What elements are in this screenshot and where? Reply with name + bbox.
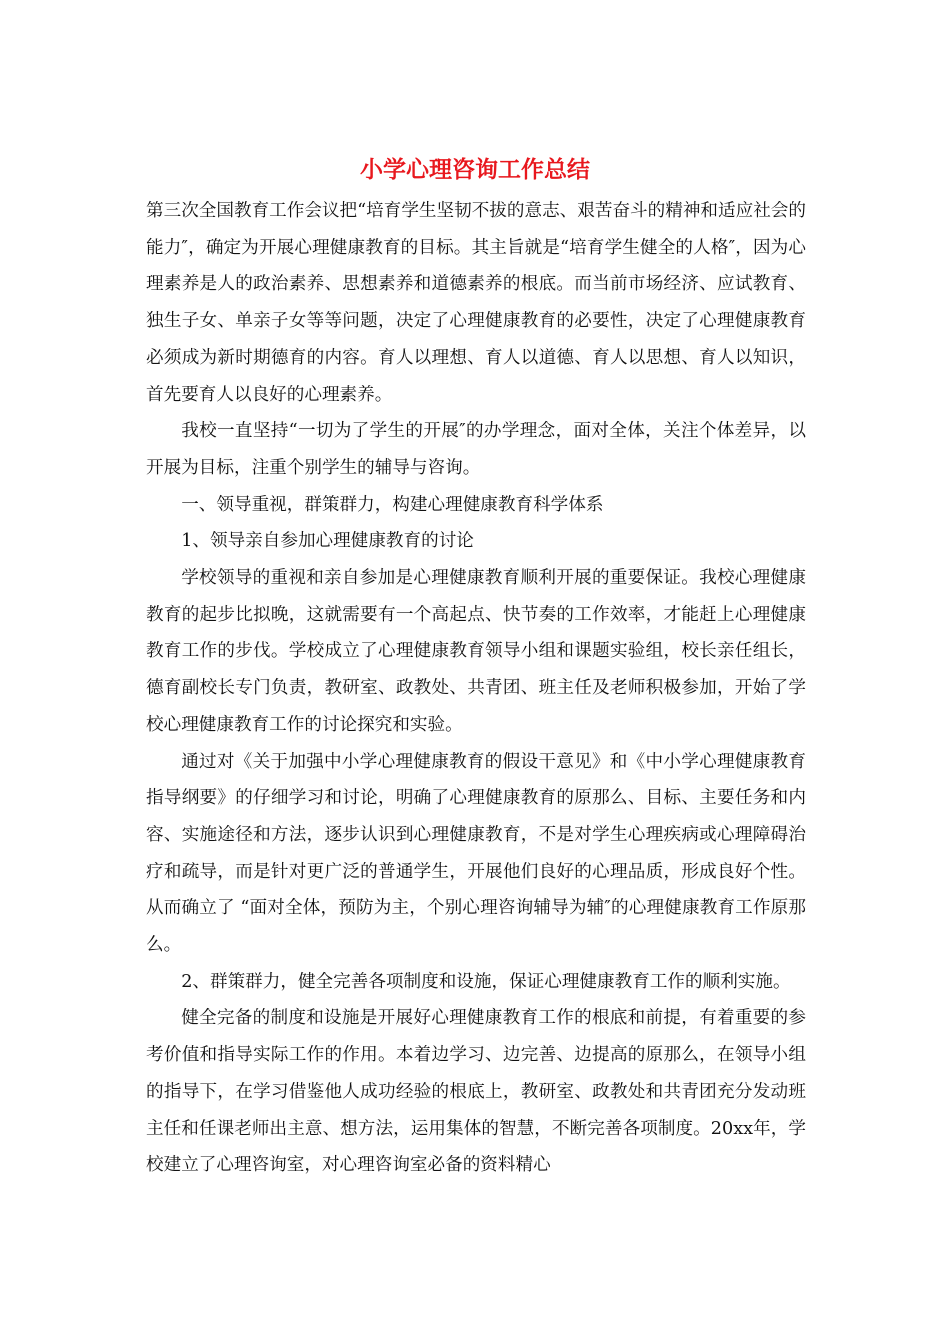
paragraph-systems: 健全完备的制度和设施是开展好心理健康教育工作的根底和前提，有着重要的参考价值和指导实际工作的作用。本着边学习、边完善、边提高的原那么，在领导小组的指导下，在学习借鉴他人成功经验的根底上，教研室、政教处和共青团充分发动班主任和任课老师出主意、想方法，运用集体的智慧，不断完善各项制度。20xx年，学校建立了心理咨询室，对心理咨询室必备的资料精心 [146,1008,806,1176]
paragraph-study: 通过对《关于加强中小学心理健康教育的假设干意见》和《中小学心理健康教育指导纲要》的仔细学习和讨论，明确了心理健康教育的原那么、目标、主要任务和内容、实施途径和方法，逐步认识到心理健康教育，不是对学生心理疾病或心理障碍治疗和疏导，而是针对更广泛的普通学生，开展他们良好的心理品质，形成良好个性。从而确立了 “面对全体，预防为主，个别心理咨询辅导为辅″的心理健康教育工作原那么。 [146,751,806,956]
paragraph-leadership: 学校领导的重视和亲自参加是心理健康教育顺利开展的重要保证。我校心理健康教育的起步比拟晚，这就需要有一个高起点、快节奏的工作效率，才能赶上心理健康教育工作的步伐。学校成立了心理健康教育领导小组和课题实验组，校长亲任组长，德育副校长专门负责，教研室、政教处、共青团、班主任及老师积极参加，开始了学校心理健康教育工作的讨论探究和实验。 [146,568,806,735]
section-heading-1: 一、领导重视，群策群力，构建心理健康教育科学体系 [181,494,604,515]
paragraph-intro: 第三次全国教育工作会议把“培育学生坚韧不拔的意志、艰苦奋斗的精神和适应社会的能力″，确定为开展心理健康教育的目标。其主旨就是“培育学生健全的人格″，因为心理素养是人的政治素养、思想素养和道德素养的根底。而当前市场经济、应试教育、独生子女、单亲子女等等问题，决定了心理健康教育的必要性，决定了心理健康教育必须成为新时期德育的内容。育人以理想、育人以道德、育人以思想、育人以知识，首先要育人以良好的心理素养。 [146,201,806,405]
paragraph-school-philosophy: 我校一直坚持“一切为了学生的开展″的办学理念，面对全体，关注个体差异，以开展为目标，注重个别学生的辅导与咨询。 [146,421,806,478]
document-body [146,193,806,1184]
document-title: 小学心理咨询工作总结 [360,157,590,183]
subsection-heading-2: 2、群策群力，健全完善各项制度和设施，保证心理健康教育工作的顺利实施。 [181,971,791,992]
subsection-heading-1: 1、领导亲自参加心理健康教育的讨论 [181,531,474,552]
